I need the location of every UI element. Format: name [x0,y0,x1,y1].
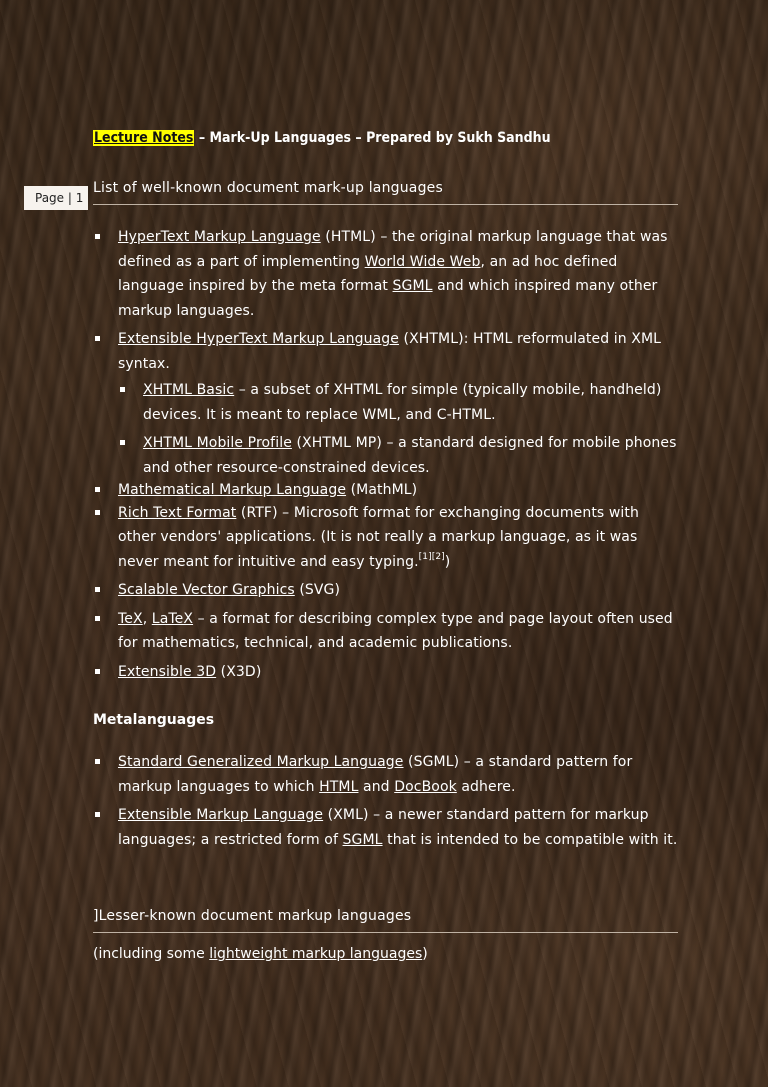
link-mathml[interactable]: Mathematical Markup Language [118,482,347,498]
list-item: Extensible Markup Language (XML) – a newer standard pattern for markup languages; a restricted form of SGML that is intended to be compatible with it. [93,803,678,852]
header-title: – Mark-Up Languages – Prepared by Sukh Sandhu [194,130,551,146]
link-svg[interactable]: Scalable Vector Graphics [118,582,295,598]
link-xhtml[interactable]: Extensible HyperText Markup Language [118,331,399,347]
well-known-languages-list [93,225,678,688]
link-html-short[interactable]: HTML [319,778,359,795]
list-item: XHTML Basic – a subset of XHTML for simple (typically mobile, handheld) devices. It is meant to replace WML, and C-HTML. [118,378,678,427]
list-item: HyperText Markup Language (HTML) – the original markup language that was defined as a part of implementing World Wide Web, an ad hoc defined language inspired by the meta format SGML and which inspired many other markup languages. [93,225,678,323]
link-tex[interactable]: TeX [118,610,143,627]
link-x3d[interactable]: Extensible 3D [118,663,217,680]
list-item: Extensible HyperText Markup Language (XHTML): HTML reformulated in XML syntax. XHTML Basic – a subset of XHTML for simple (typically mobile, handheld) devices. It is meant to replace WML, and C-HTML. XHTML Mobile Profile (XHTML MP) – a standard designed for mobile phones and other resource-constrained devices. [93,327,678,480]
section-title-lesser-known: ]Lesser-known document markup languages [93,906,678,933]
link-sgml[interactable]: SGML [392,278,433,294]
section-title-metalanguages: Metalanguages [93,712,215,728]
xhtml-sublist [118,378,678,480]
page-number-tab: Page | 1 [24,186,88,210]
link-latex[interactable]: LaTeX [151,610,194,627]
list-item: Standard Generalized Markup Language (SGML) – a standard pattern for markup languages to which HTML and DocBook adhere. [93,750,678,799]
metalanguages-list [93,750,678,856]
link-world-wide-web[interactable]: World Wide Web [364,253,481,270]
lesser-known-note: (including some lightweight markup languages) [93,946,428,962]
section-title-well-known: List of well-known document mark-up languages [93,178,678,205]
header-highlight: Lecture Notes [94,130,194,146]
link-xml[interactable]: Extensible Markup Language [118,807,324,823]
link-lightweight-markup[interactable]: lightweight markup languages [209,946,423,962]
link-sgml-2[interactable]: SGML [342,831,383,848]
list-item: Extensible 3D (X3D) [93,660,678,685]
list-item: Mathematical Markup Language (MathML) [93,478,678,503]
link-sgml-full[interactable]: Standard Generalized Markup Language [118,754,404,770]
link-xhtml-mobile-profile[interactable]: XHTML Mobile Profile [143,435,292,451]
document-header [93,130,551,146]
list-item: Scalable Vector Graphics (SVG) [93,578,678,603]
citation-superscript[interactable]: [1][2] [418,551,445,562]
link-rtf[interactable]: Rich Text Format [118,504,237,521]
link-html[interactable]: HyperText Markup Language [118,229,321,245]
list-item: TeX, LaTeX – a format for describing complex type and page layout often used for mathematics, technical, and academic publications. [93,607,678,656]
list-item: Rich Text Format (RTF) – Microsoft format for exchanging documents with other vendors' applications. (It is not really a markup language, as it was never meant for intuitive and easy typing.[1][2]) [93,501,678,575]
link-docbook[interactable]: DocBook [394,778,457,795]
link-xhtml-basic[interactable]: XHTML Basic [143,382,235,398]
list-item: XHTML Mobile Profile (XHTML MP) – a standard designed for mobile phones and other resource-constrained devices. [118,431,678,480]
